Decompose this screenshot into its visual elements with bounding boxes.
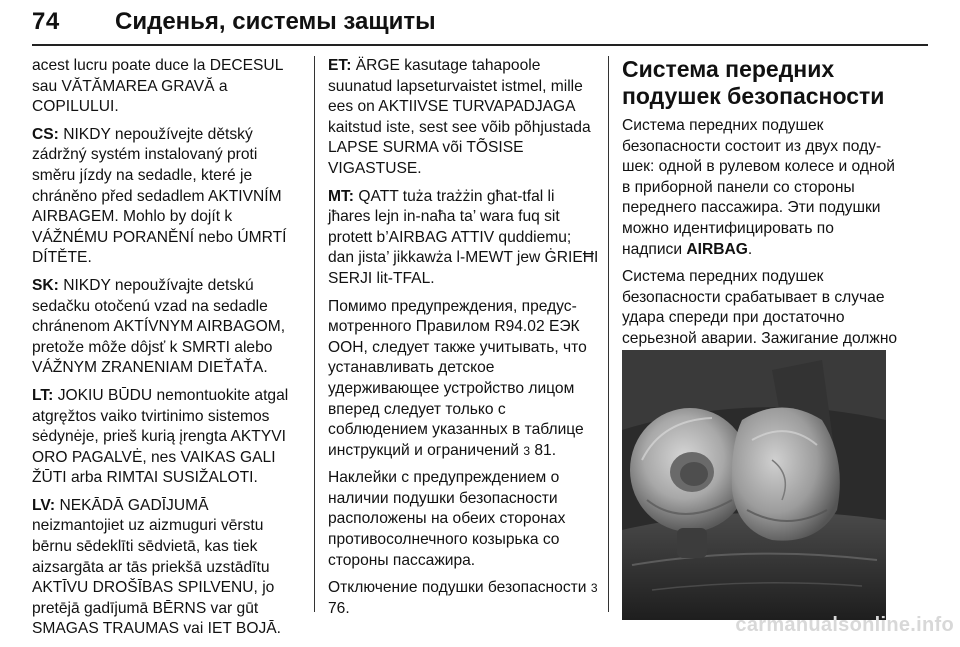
column-left (32, 56, 304, 647)
section-heading: Система передних подушек безопасности (622, 56, 885, 109)
lang-label-lv: LV: (32, 496, 56, 514)
lang-label-lt: LT: (32, 386, 54, 404)
page-ref-arrow-icon: 3 (523, 443, 530, 458)
paragraph-system-description: Система передних подушек безопасности состоит из двух подушек: одной в рулевом колесе и одной в приборной панели со стороны переднего пассажира. Эти подушки можно идентифицировать по надписи AIRBAG. (622, 117, 895, 258)
deployed-front-airbags-icon (622, 350, 886, 620)
column-right (622, 56, 898, 377)
page-header (0, 0, 960, 42)
paragraph-deployment: Система передних подушек безопасности срабатывает в случае удара спереди при достаточно серьезной аварии. Зажигание должно (622, 268, 898, 347)
page-ref-link[interactable]: 81. (534, 441, 557, 459)
lang-label-et: ET: (328, 57, 352, 74)
column-middle (328, 56, 600, 626)
header-rule (32, 44, 928, 46)
warning-cs: CS: NIKDY nepoužívejte dětský zádržný systém instalovaný proti směru jízdy na sedadle, které je chráněno před sedadlem AKTIVNÍM AIRBAGEM. Mohlo by dojít k VÁŽNÉMU PORANĚNÍ nebo ÚMRTÍ DÍTĚTE. (32, 125, 287, 267)
column-divider-2 (608, 56, 609, 612)
page-ref-arrow-icon: 3 (590, 581, 598, 596)
warning-mt: MT: QATT tuża trażżin għat-tfal li jħares lejn in-naħa ta’ wara fuq sit protett b’AIRBAG ATTIV quddiemu; dan jista’ jikkawża l-MEWT jew ĠRIEĦI SERJI lit-TFAL. (328, 187, 599, 287)
warning-sk: SK: NIKDY nepoužívajte detskú sedačku otočenú vzad na sedadle chránenom AKTÍVNYM AIRBAGOM, pretože môže dôjsť k SMRTI alebo VÁŽNYM ZRANENIAM DIEŤAŤA. (32, 276, 286, 377)
paragraph-un-regulation: Помимо предупреждения, предусмотренного Правилом R94.02 ЕЭК ООН, следует также учитывать, что устанавливать детское удерживающее устройство лицом вперед следует только с соблюдением указанных в таблице инструкций и ограничений 3 81. (328, 297, 587, 459)
watermark: carmanualsonline.info (735, 614, 954, 636)
warning-et: ET: ÄRGE kasutage tahapoole suunatud lapseturvaistet istmel, mille ees on AKTIIVSE TURVAPADJAGA kaitstud iste, sest see võib põhjustada LAPSE SURMA või TÕSISE VIGASTUSE. (328, 57, 591, 177)
lang-label-mt: MT: (328, 187, 354, 205)
column-divider-1 (314, 56, 315, 612)
paragraph-deactivation: Отключение подушки безопасности 3 76. (328, 579, 598, 617)
page-ref-link[interactable]: 76. (328, 599, 350, 617)
lang-label-cs: CS: (32, 125, 59, 143)
warning-lt: LT: JOKIU BŪDU nemontuokite atgal atgręžtos vaiko tvirtinimo sistemos sėdynėje, prieš kurią įrengta AKTYVI ORO PAGALVĖ, nes VAIKAS GALI ŽŪTI arba RIMTAI SUSIŽALOTI. (32, 386, 289, 487)
warning-continued-ro: acest lucru poate duce la DECESUL sau VĂTĂMAREA GRAVĂ a COPILULUI. (32, 57, 283, 116)
lang-label-sk: SK: (32, 276, 59, 294)
airbag-figure (622, 350, 886, 620)
warning-lv: LV: NEKĀDĀ GADĪJUMĀ neizmantojiet uz aizmuguri vērstu bērnu sēdeklīti sēdvietā, kas tiek aizsargāta ar tās priekšā uzstādītu AKTĪVU DROŠĪBAS SPILVENU, jo pretējā gadījumā BĒRNS var gūt SMAGAS TRAUMAS vai IET BOJĀ. (32, 496, 281, 638)
paragraph-warning-labels: Наклейки с предупреждением о наличии подушки безопасности расположены на обеих сторонах противосолнечного козырька со стороны пассажира. (328, 469, 566, 569)
running-title: Сиденья, системы защиты (115, 8, 436, 35)
page-number: 74 (32, 8, 60, 35)
airbag-label: AIRBAG (686, 240, 748, 258)
